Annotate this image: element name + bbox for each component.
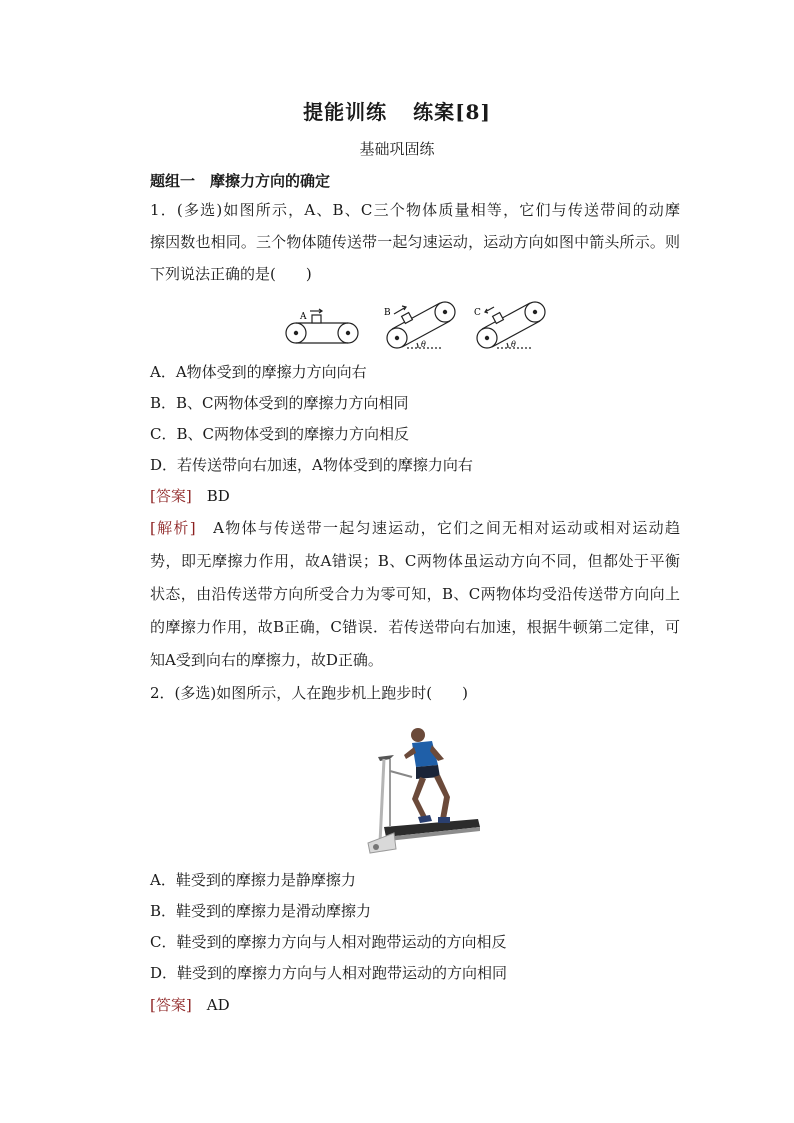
answer-value: AD — [206, 996, 230, 1014]
answer-tag: [答案] — [150, 996, 192, 1014]
runner-icon — [404, 728, 450, 823]
belt-a-horizontal — [286, 309, 358, 343]
q1-option-b: B．B、C两物体受到的摩擦力方向相同 — [150, 394, 409, 412]
treadmill-runner-figure — [350, 715, 482, 857]
q1-answer — [150, 486, 680, 506]
label-b: B — [384, 308, 391, 318]
q1-option-c: C．B、C两物体受到的摩擦力方向相反 — [150, 425, 409, 443]
analysis-text: A物体与传送带一起匀速运动，它们之间无相对运动或相对运动趋 — [213, 519, 680, 537]
q2-option-d: D．鞋受到的摩擦力方向与人相对跑带运动的方向相同 — [150, 964, 508, 982]
q1-analysis-line-4: 的摩擦力作用，故B正确，C错误．若传送带向右加速，根据牛顿第二定律，可 — [150, 618, 680, 636]
q2-option-c: C．鞋受到的摩擦力方向与人相对跑带运动的方向相反 — [150, 933, 507, 951]
answer-tag: [答案] — [150, 487, 192, 505]
q1-stem-line-3: 下列说法正确的是( ) — [150, 265, 312, 283]
conveyor-belt-figure — [282, 300, 546, 352]
q1-option-a: A．A物体受到的摩擦力方向向右 — [150, 363, 367, 381]
page-title-exercise: 练案[8] — [413, 100, 491, 124]
label-theta-b: θ — [421, 340, 426, 349]
q1-analysis-line-5: 知A受到向右的摩擦力，故D正确。 — [150, 651, 383, 669]
q1-analysis-line-2: 势，即无摩擦力作用，故A错误；B、C两物体虽运动方向不同，但都处于平衡 — [150, 552, 680, 570]
label-a: A — [300, 312, 307, 322]
q2-option-b: B．鞋受到的摩擦力是滑动摩擦力 — [150, 902, 372, 920]
q1-analysis-line-1 — [150, 518, 680, 538]
q1-stem-line-2: 擦因数也相同。三个物体随传送带一起匀速运动，运动方向如图中箭头所示。则 — [150, 233, 680, 251]
page-title — [0, 96, 794, 125]
group-topic: 摩擦力方向的确定 — [210, 172, 331, 190]
answer-value: BD — [206, 487, 230, 505]
question-group-heading — [150, 171, 680, 191]
q2-answer — [150, 995, 680, 1015]
q1-stem-line-1: 1．(多选)如图所示，A、B、C三个物体质量相等，它们与传送带间的动摩 — [150, 201, 680, 219]
label-theta-c: θ — [511, 340, 516, 349]
group-label: 题组一 — [150, 172, 196, 190]
page-title-main: 提能训练 — [303, 100, 388, 124]
label-c: C — [474, 308, 481, 318]
q1-analysis-line-3: 状态，由沿传送带方向所受合力为零可知，B、C两物体均受沿传送带方向向上 — [150, 585, 680, 603]
q2-stem: 2．(多选)如图所示，人在跑步机上跑步时( ) — [150, 684, 468, 702]
section-subtitle: 基础巩固练 — [359, 140, 435, 158]
q1-option-d: D．若传送带向右加速，A物体受到的摩擦力向右 — [150, 456, 473, 474]
analysis-tag: [解析] — [150, 519, 196, 537]
q2-option-a: A．鞋受到的摩擦力是静摩擦力 — [150, 871, 356, 889]
